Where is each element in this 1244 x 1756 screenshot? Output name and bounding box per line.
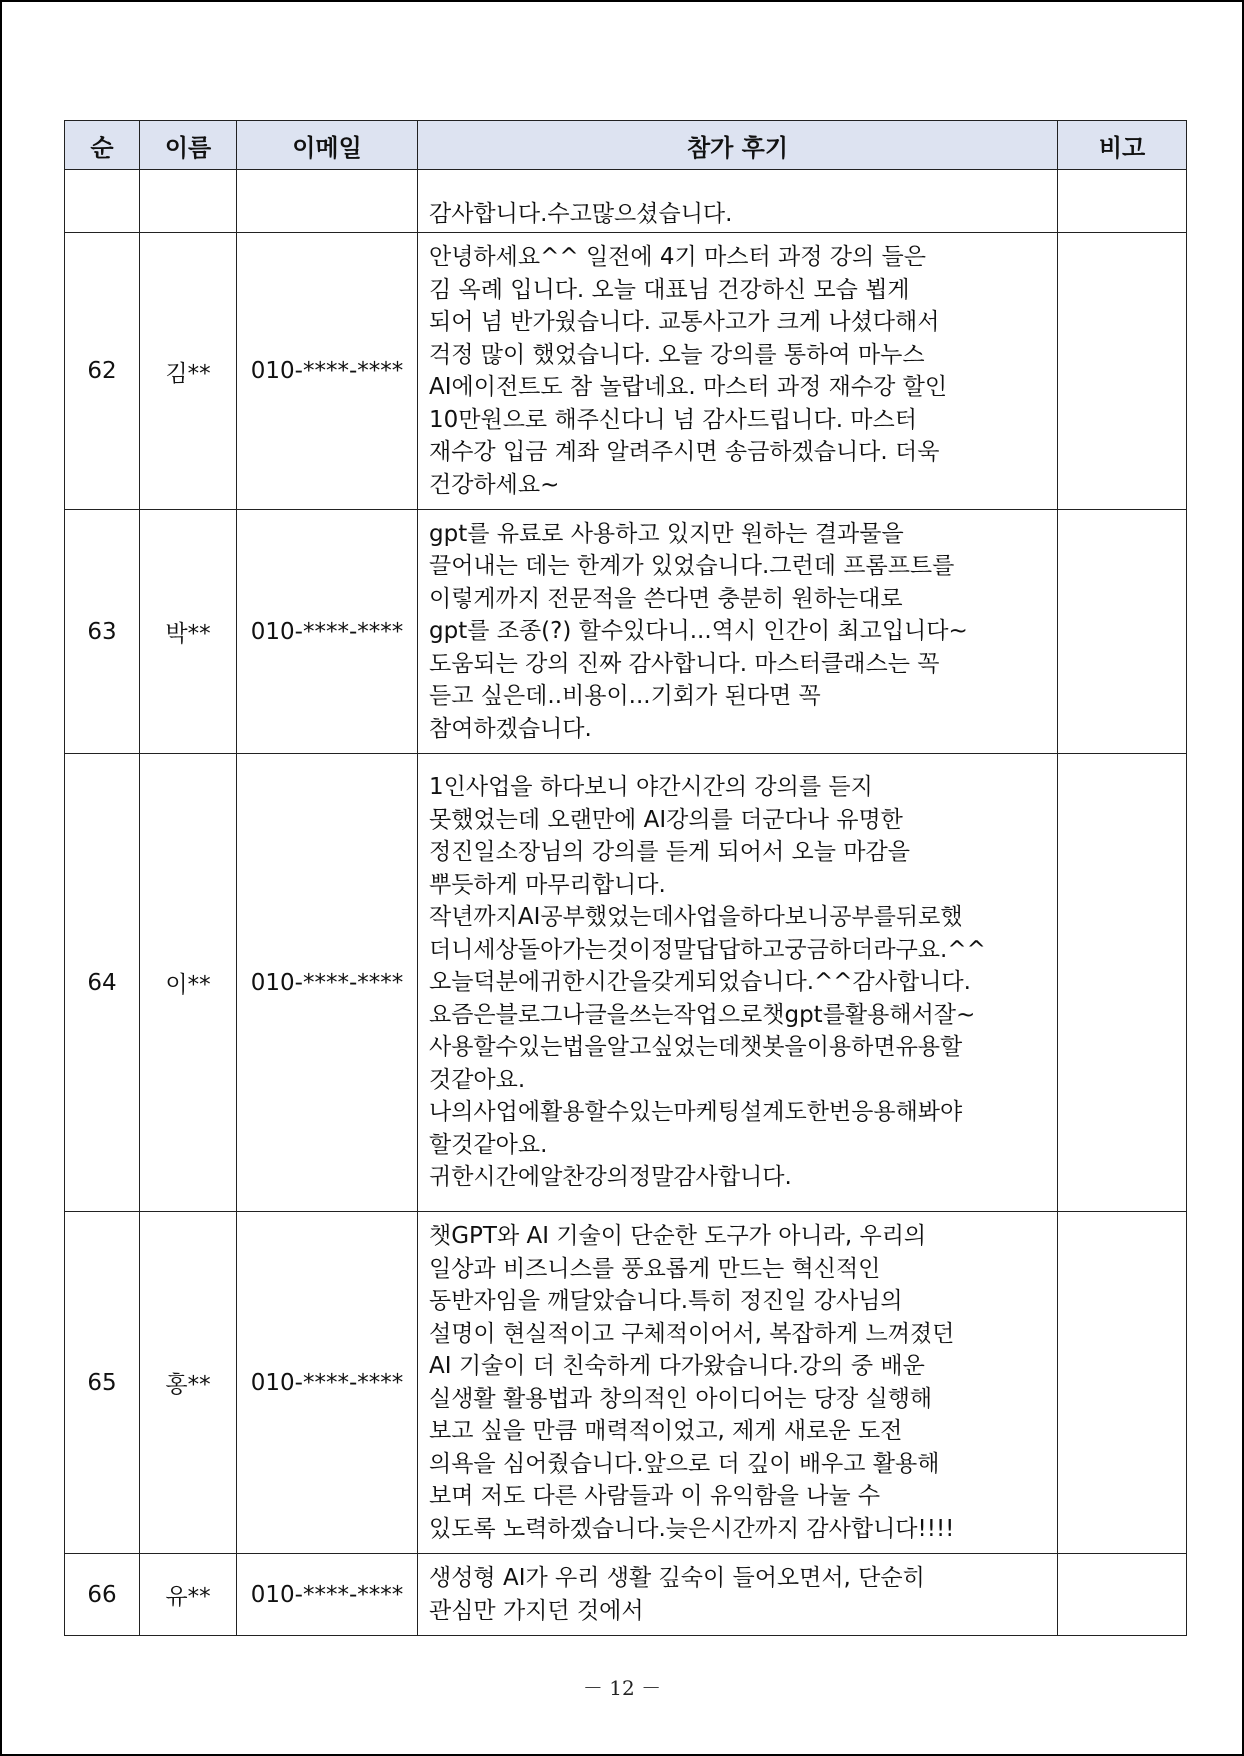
- table-row: [65, 233, 1187, 510]
- review-line: gpt를 유료로 사용하고 있지만 원하는 결과물을: [429, 520, 904, 547]
- review-line: 정진일소장님의 강의를 듣게 되어서 오늘 마감을: [429, 839, 910, 866]
- row-note: [1058, 754, 1187, 1212]
- row-note: [1058, 510, 1187, 754]
- header-name: 이름: [140, 121, 237, 170]
- review-line: 뿌듯하게 마무리합니다.: [429, 871, 666, 898]
- row-email: 010-****-****: [237, 1554, 418, 1636]
- review-line: 참여하겠습니다.: [429, 715, 592, 742]
- review-line: 실생활 활용법과 창의적인 아이디어는 당장 실행해: [429, 1385, 933, 1412]
- table-row: [65, 1554, 1187, 1636]
- row-note: [1058, 1554, 1187, 1636]
- row-email: 010-****-****: [237, 1212, 418, 1554]
- page-number: － 12 －: [582, 1676, 662, 1700]
- review-line: 감사합니다.수고많으셨습니다.: [429, 200, 733, 227]
- review-line: 되어 넘 반가웠습니다. 교통사고가 크게 나셨다해서: [429, 309, 940, 335]
- review-line: 재수강 입금 계좌 알려주시면 송금하겠습니다. 더욱: [429, 439, 940, 465]
- review-line: 나의사업에활용할수있는마케팅설계도한번응용해봐야: [429, 1099, 963, 1126]
- row-email: 010-****-****: [237, 510, 418, 754]
- table-row: [65, 754, 1187, 1212]
- review-line: 있도록 노력하겠습니다.늦은시간까지 감사합니다!!!!: [429, 1515, 955, 1542]
- row-email: 010-****-****: [237, 754, 418, 1212]
- row-name: 유**: [140, 1554, 237, 1636]
- review-line: 도움되는 강의 진짜 감사합니다. 마스터클래스는 꼭: [429, 650, 940, 677]
- review-line: 오늘덕분에귀한시간을갖게되었습니다.^^감사합니다.: [429, 969, 971, 996]
- review-line: 건강하세요~: [429, 471, 560, 498]
- row-email: [237, 170, 418, 233]
- header-review: 참가 후기: [418, 121, 1058, 170]
- review-line: 사용할수있는법을알고싶었는데챗봇을이용하면유용할: [429, 1034, 963, 1061]
- row-review: [418, 1212, 1058, 1554]
- review-line: 보며 저도 다른 사람들과 이 유익함을 나눌 수: [429, 1483, 881, 1509]
- review-line: 의욕을 심어줬습니다.앞으로 더 깊이 배우고 활용해: [429, 1450, 940, 1477]
- review-line: 일상과 비즈니스를 풍요롭게 만드는 혁신적인: [429, 1255, 881, 1282]
- row-name: [140, 170, 237, 233]
- row-no: 63: [65, 510, 140, 754]
- row-note: [1058, 170, 1187, 233]
- review-line: AI 기술이 더 친숙하게 다가왔습니다.강의 중 배운: [429, 1353, 925, 1379]
- row-review: [418, 1554, 1058, 1636]
- review-line: 귀한시간에알찬강의정말감사합니다.: [429, 1164, 792, 1191]
- review-line: 안녕하세요^^ 일전에 4기 마스터 과정 강의 들은: [429, 244, 926, 270]
- review-line: 것같아요.: [429, 1066, 526, 1093]
- review-line: 끌어내는 데는 한계가 있었습니다.그런데 프롬프트를: [429, 553, 955, 580]
- header-no: 순: [65, 121, 140, 170]
- header-note: 비고: [1058, 121, 1187, 170]
- review-line: 10만원으로 해주신다니 넘 감사드립니다. 마스터: [429, 406, 917, 433]
- row-no: 64: [65, 754, 140, 1212]
- header-email: 이메일: [237, 121, 418, 170]
- row-review: [418, 233, 1058, 510]
- row-name: 이**: [140, 754, 237, 1212]
- review-line: 설명이 현실적이고 구체적이어서, 복잡하게 느껴졌던: [429, 1320, 955, 1347]
- review-line: 생성형 AI가 우리 생활 깊숙이 들어오면서, 단순히: [429, 1565, 925, 1591]
- review-line: gpt를 조종(?) 할수있다니...역시 인간이 최고입니다~: [429, 618, 968, 645]
- row-no: 66: [65, 1554, 140, 1636]
- review-line: 듣고 싶은데..비용이...기회가 된다면 꼭: [429, 683, 821, 710]
- row-review: [418, 170, 1058, 233]
- row-name: 박**: [140, 510, 237, 754]
- row-name: 홍**: [140, 1212, 237, 1554]
- review-line: 이렇게까지 전문적을 쓴다면 충분히 원하는대로: [429, 585, 903, 612]
- row-no: 65: [65, 1212, 140, 1554]
- row-review: [418, 754, 1058, 1212]
- review-line: 동반자임을 깨달았습니다.특히 정진일 강사님의: [429, 1288, 903, 1314]
- review-line: AI에이전트도 참 놀랍네요. 마스터 과정 재수강 할인: [429, 374, 948, 400]
- table-row: [65, 170, 1187, 233]
- review-line: 작년까지AI공부했었는데사업을하다보니공부를뒤로했: [429, 904, 963, 931]
- review-line: 요즘은블로그나글을쓰는작업으로챗gpt를활용해서잘~: [429, 1001, 976, 1028]
- row-no: 62: [65, 233, 140, 510]
- row-email: 010-****-****: [237, 233, 418, 510]
- review-line: 관심만 가지던 것에서: [429, 1597, 644, 1624]
- review-line: 못했었는데 오랜만에 AI강의를 더군다나 유명한: [429, 806, 903, 833]
- row-review: [418, 510, 1058, 754]
- review-line: 걱정 많이 했었습니다. 오늘 강의를 통하여 마누스: [429, 341, 925, 368]
- table-row: [65, 510, 1187, 754]
- review-line: 1인사업을 하다보니 야간시간의 강의를 듣지: [429, 774, 873, 801]
- header-row: [65, 121, 1187, 170]
- review-line: 더니세상돌아가는것이정말답답하고궁금하더라구요.^^: [429, 936, 986, 963]
- review-line: 보고 싶을 만큼 매력적이었고, 제게 새로운 도전: [429, 1418, 903, 1444]
- row-note: [1058, 233, 1187, 510]
- row-no: [65, 170, 140, 233]
- row-note: [1058, 1212, 1187, 1554]
- table-row: [65, 1212, 1187, 1554]
- review-table: [64, 120, 1187, 1636]
- row-name: 김**: [140, 233, 237, 510]
- review-line: 챗GPT와 AI 기술이 단순한 도구가 아니라, 우리의: [429, 1223, 927, 1249]
- review-line: 할것같아요.: [429, 1131, 548, 1158]
- review-line: 김 옥례 입니다. 오늘 대표님 건강하신 모습 뵙게: [429, 276, 910, 303]
